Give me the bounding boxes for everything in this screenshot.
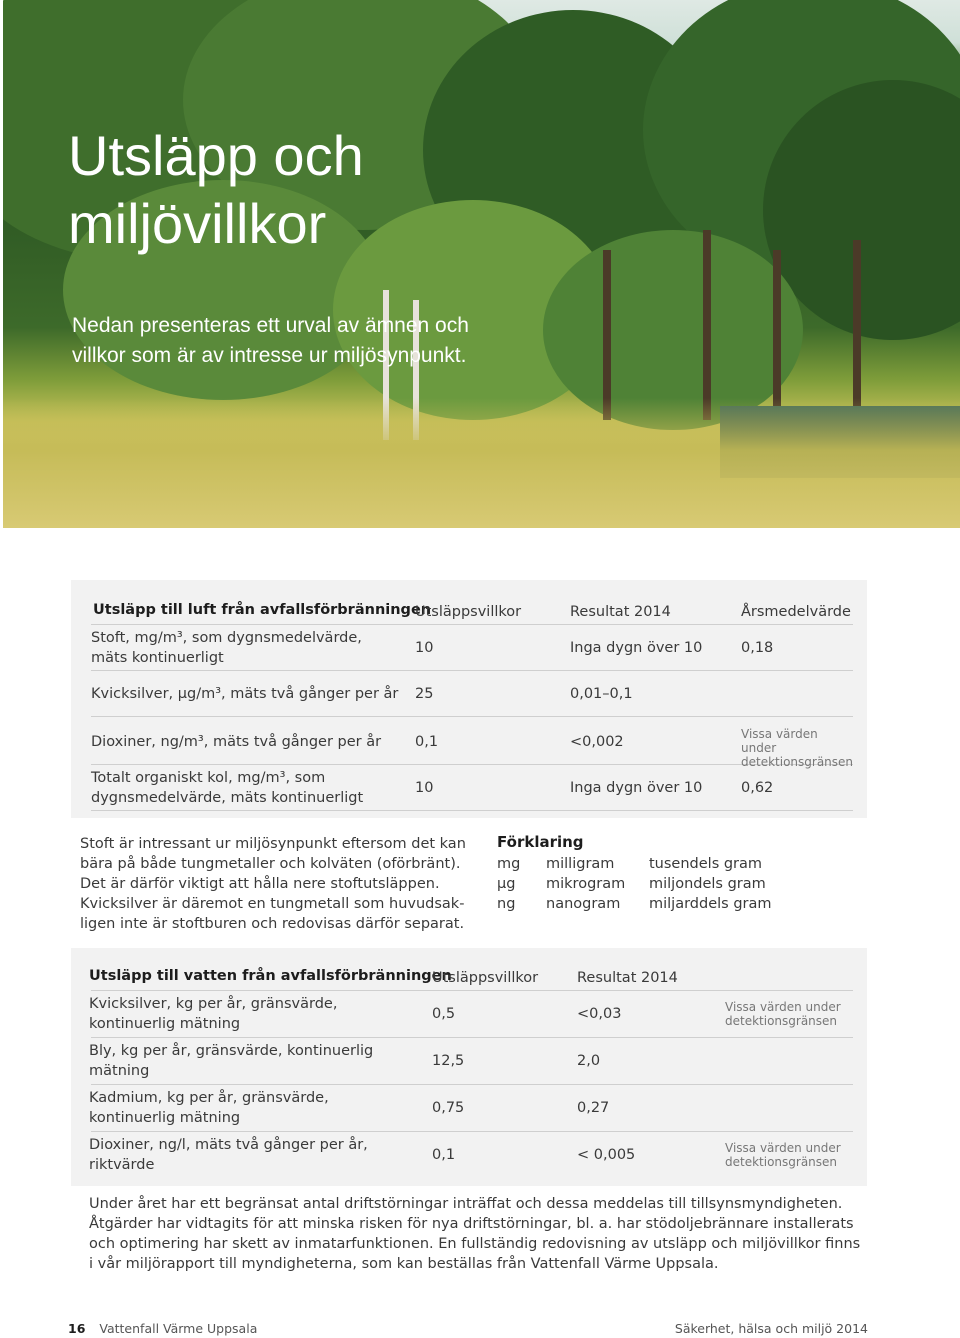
publisher: Vattenfall Värme Uppsala — [99, 1321, 258, 1336]
disturbance-paragraph: Under året har ett begränsat antal driftstörningar inträffat och dessa meddelas till tillsynsmyndigheten. Åtgärder har vidtagits för att minska risken för nya driftstörningar, bl. a. har stödoljebrännare installerats och optimering har skett av inmatarfunktionen. En fullständig redovisning av utsläpp och miljövillkor finns i vår miljörapport till myndigheterna, som kan beställas från Vattenfall Värme Uppsala. — [89, 1196, 861, 1272]
table-header: Utsläpp till luft från avfallsförbränningen Utsläppsvillkor Resultat 2014 Årsmedelvärde — [91, 592, 853, 625]
table-row: Totalt organiskt kol, mg/m³, som dygnsmedelvärde, mäts kontinuerligt 10 Inga dygn över 10 0,62 — [91, 765, 853, 811]
table-row: Kvicksilver, µg/m³, mäts två gånger per år 25 0,01–0,1 — [91, 671, 853, 717]
water-emissions-table — [71, 948, 867, 1186]
table-row: Dioxiner, ng/m³, mäts två gånger per år 0,1 <0,002 Vissa värden under detektionsgränsen — [91, 717, 853, 765]
table-header: Utsläpp till vatten från avfallsförbränningen Utsläppsvillkor Resultat 2014 — [91, 958, 853, 991]
page-title: Utsläpp och miljövillkor — [68, 124, 364, 255]
table-row: Bly, kg per år, gränsvärde, kontinuerlig mätning 12,5 2,0 — [91, 1038, 853, 1085]
detection-note: Vissa värden under detektionsgränsen — [725, 1000, 841, 1028]
page-subtitle: Nedan presenteras ett urval av ämnen och villkor som är av intresse ur miljösynpunkt. — [72, 314, 469, 367]
page-number: 16 — [68, 1321, 86, 1336]
dust-explanation: Stoft är intressant ur miljösynpunkt eftersom det kan bära på både tungmetaller och kolväten (oförbränt). Det är därför viktigt att hålla nere stoftutsläppen. Kvicksilver är däremot en tungmetall som huvudsak- ligen inte är stoftburen och redovisas därför separat. — [80, 836, 466, 932]
detection-note: Vissa värden under detektionsgränsen — [741, 727, 854, 769]
detection-note: Vissa värden under detektionsgränsen — [725, 1141, 841, 1169]
grass — [3, 398, 960, 528]
air-emissions-table — [71, 580, 867, 818]
section-name: Säkerhet, hälsa och miljö 2014 — [674, 1321, 868, 1336]
page-footer-left — [68, 1321, 257, 1336]
legend-title: Förklaring — [497, 833, 584, 851]
table-row: Stoft, mg/m³, som dygnsmedelvärde, mäts kontinuerligt 10 Inga dygn över 10 0,18 — [91, 625, 853, 671]
table-row: Kvicksilver, kg per år, gränsvärde, kontinuerlig mätning 0,5 <0,03 Vissa värden under detektionsgränsen — [91, 991, 853, 1038]
table-row: Kadmium, kg per år, gränsvärde, kontinuerlig mätning 0,75 0,27 — [91, 1085, 853, 1132]
table-row: Dioxiner, ng/l, mäts två gånger per år, riktvärde 0,1 < 0,005 Vissa värden under detektionsgränsen — [89, 1137, 841, 1173]
hero-photo — [3, 0, 960, 528]
